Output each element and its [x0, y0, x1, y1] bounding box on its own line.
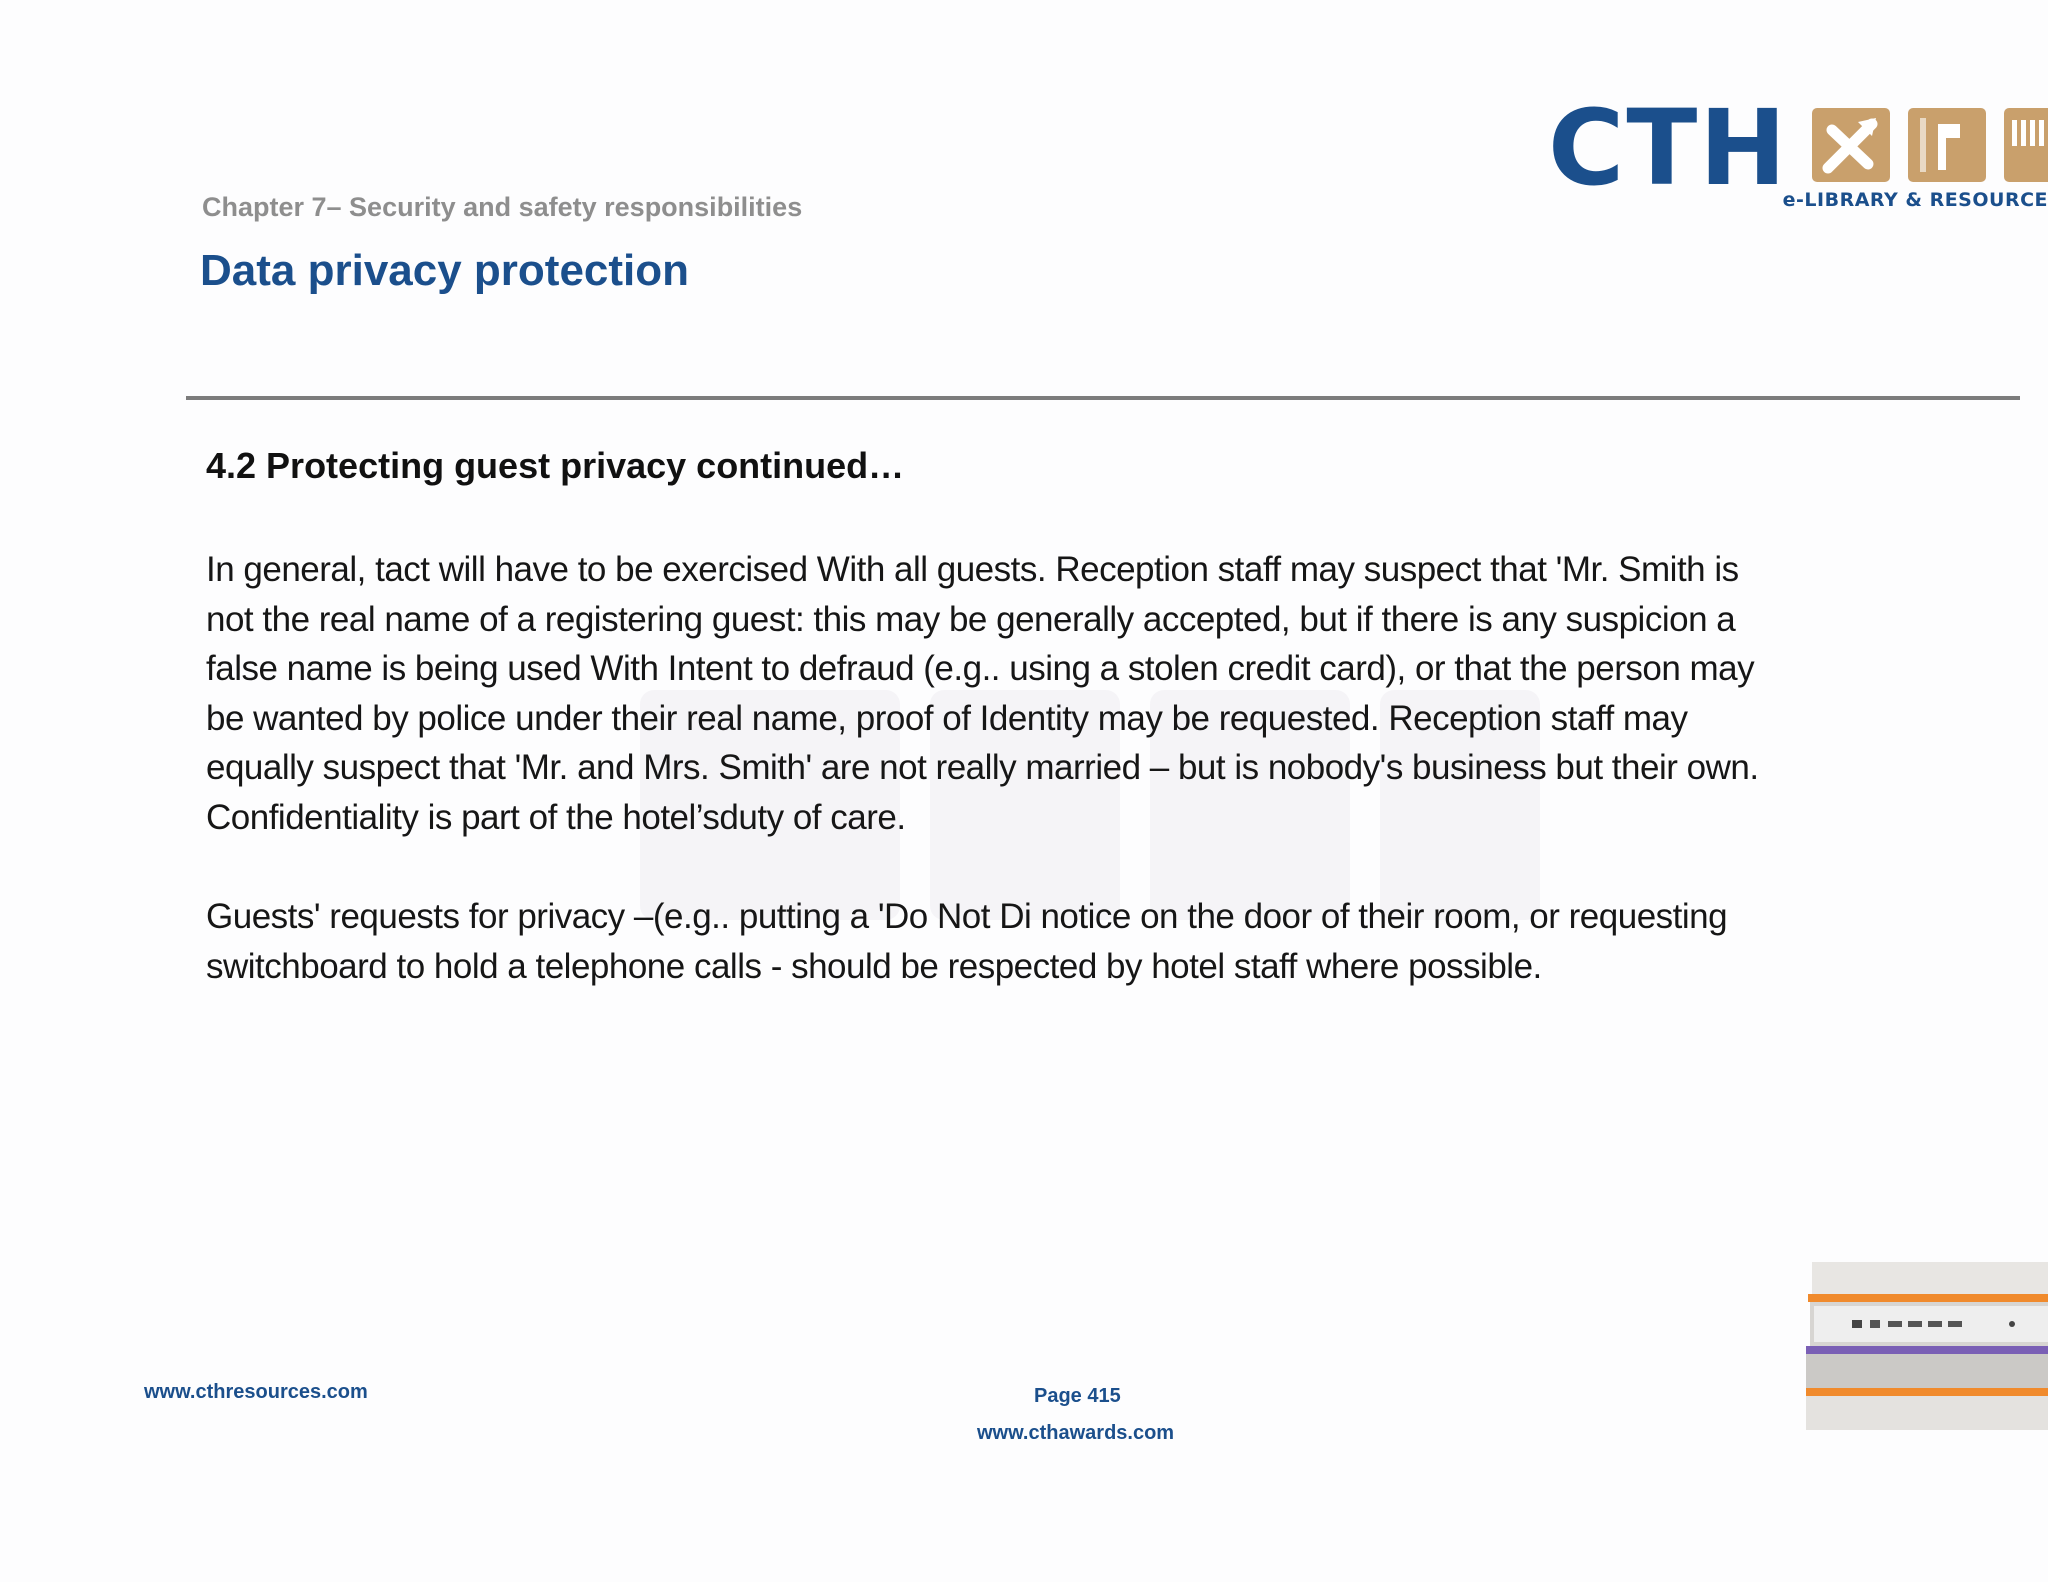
- cth-logo: [1548, 87, 2048, 218]
- page-title: Data privacy protection: [200, 246, 690, 295]
- books-stack-image: [1800, 1262, 2048, 1432]
- building-icon: [2004, 108, 2048, 182]
- logo-subtitle: e-LIBRARY & RESOURCE: [1782, 189, 2048, 211]
- fork-knife-icon: [1908, 108, 1986, 182]
- paragraph-privacy-requests: [206, 892, 2006, 991]
- airplane-icon: [1812, 108, 1890, 182]
- footer-resources-link[interactable]: www.cthresources.com: [144, 1381, 368, 1403]
- text-line: switchboard to hold a telephone calls - should be respected by hotel staff where possible.: [206, 946, 1542, 986]
- text-line: equally suspect that 'Mr. and Mrs. Smith' are not really married – but is nobody's business but their own.: [206, 748, 1759, 788]
- chapter-label: Chapter 7– Security and safety responsibilities: [202, 192, 803, 222]
- text-line: be wanted by police under their real name, proof of Identity may be requested. Reception staff may: [206, 698, 1688, 738]
- text-line: Confidentiality is part of the hotel’sduty of care.: [206, 797, 906, 837]
- text-line: In general, tact will have to be exercised With all guests. Reception staff may suspect that 'Mr. Smith is: [206, 550, 1739, 589]
- text-line: Guests' requests for privacy –(e.g.. putting a 'Do Not Di notice on the door of their room, or requesting: [206, 897, 1728, 936]
- header-divider: [186, 396, 2020, 400]
- text-line: false name is being used With Intent to defraud (e.g.. using a stolen credit card), or that the person may: [206, 649, 1755, 689]
- logo-wordmark: CTH: [1548, 87, 1789, 209]
- text-line: not the real name of a registering guest: this may be generally accepted, but if there is any suspicion a: [206, 599, 1736, 639]
- footer-awards-link[interactable]: www.cthawards.com: [977, 1422, 1175, 1444]
- page-number: Page 415: [1034, 1385, 1121, 1407]
- paragraph-confidentiality: [206, 545, 2006, 843]
- section-heading: 4.2 Protecting guest privacy continued…: [206, 445, 905, 486]
